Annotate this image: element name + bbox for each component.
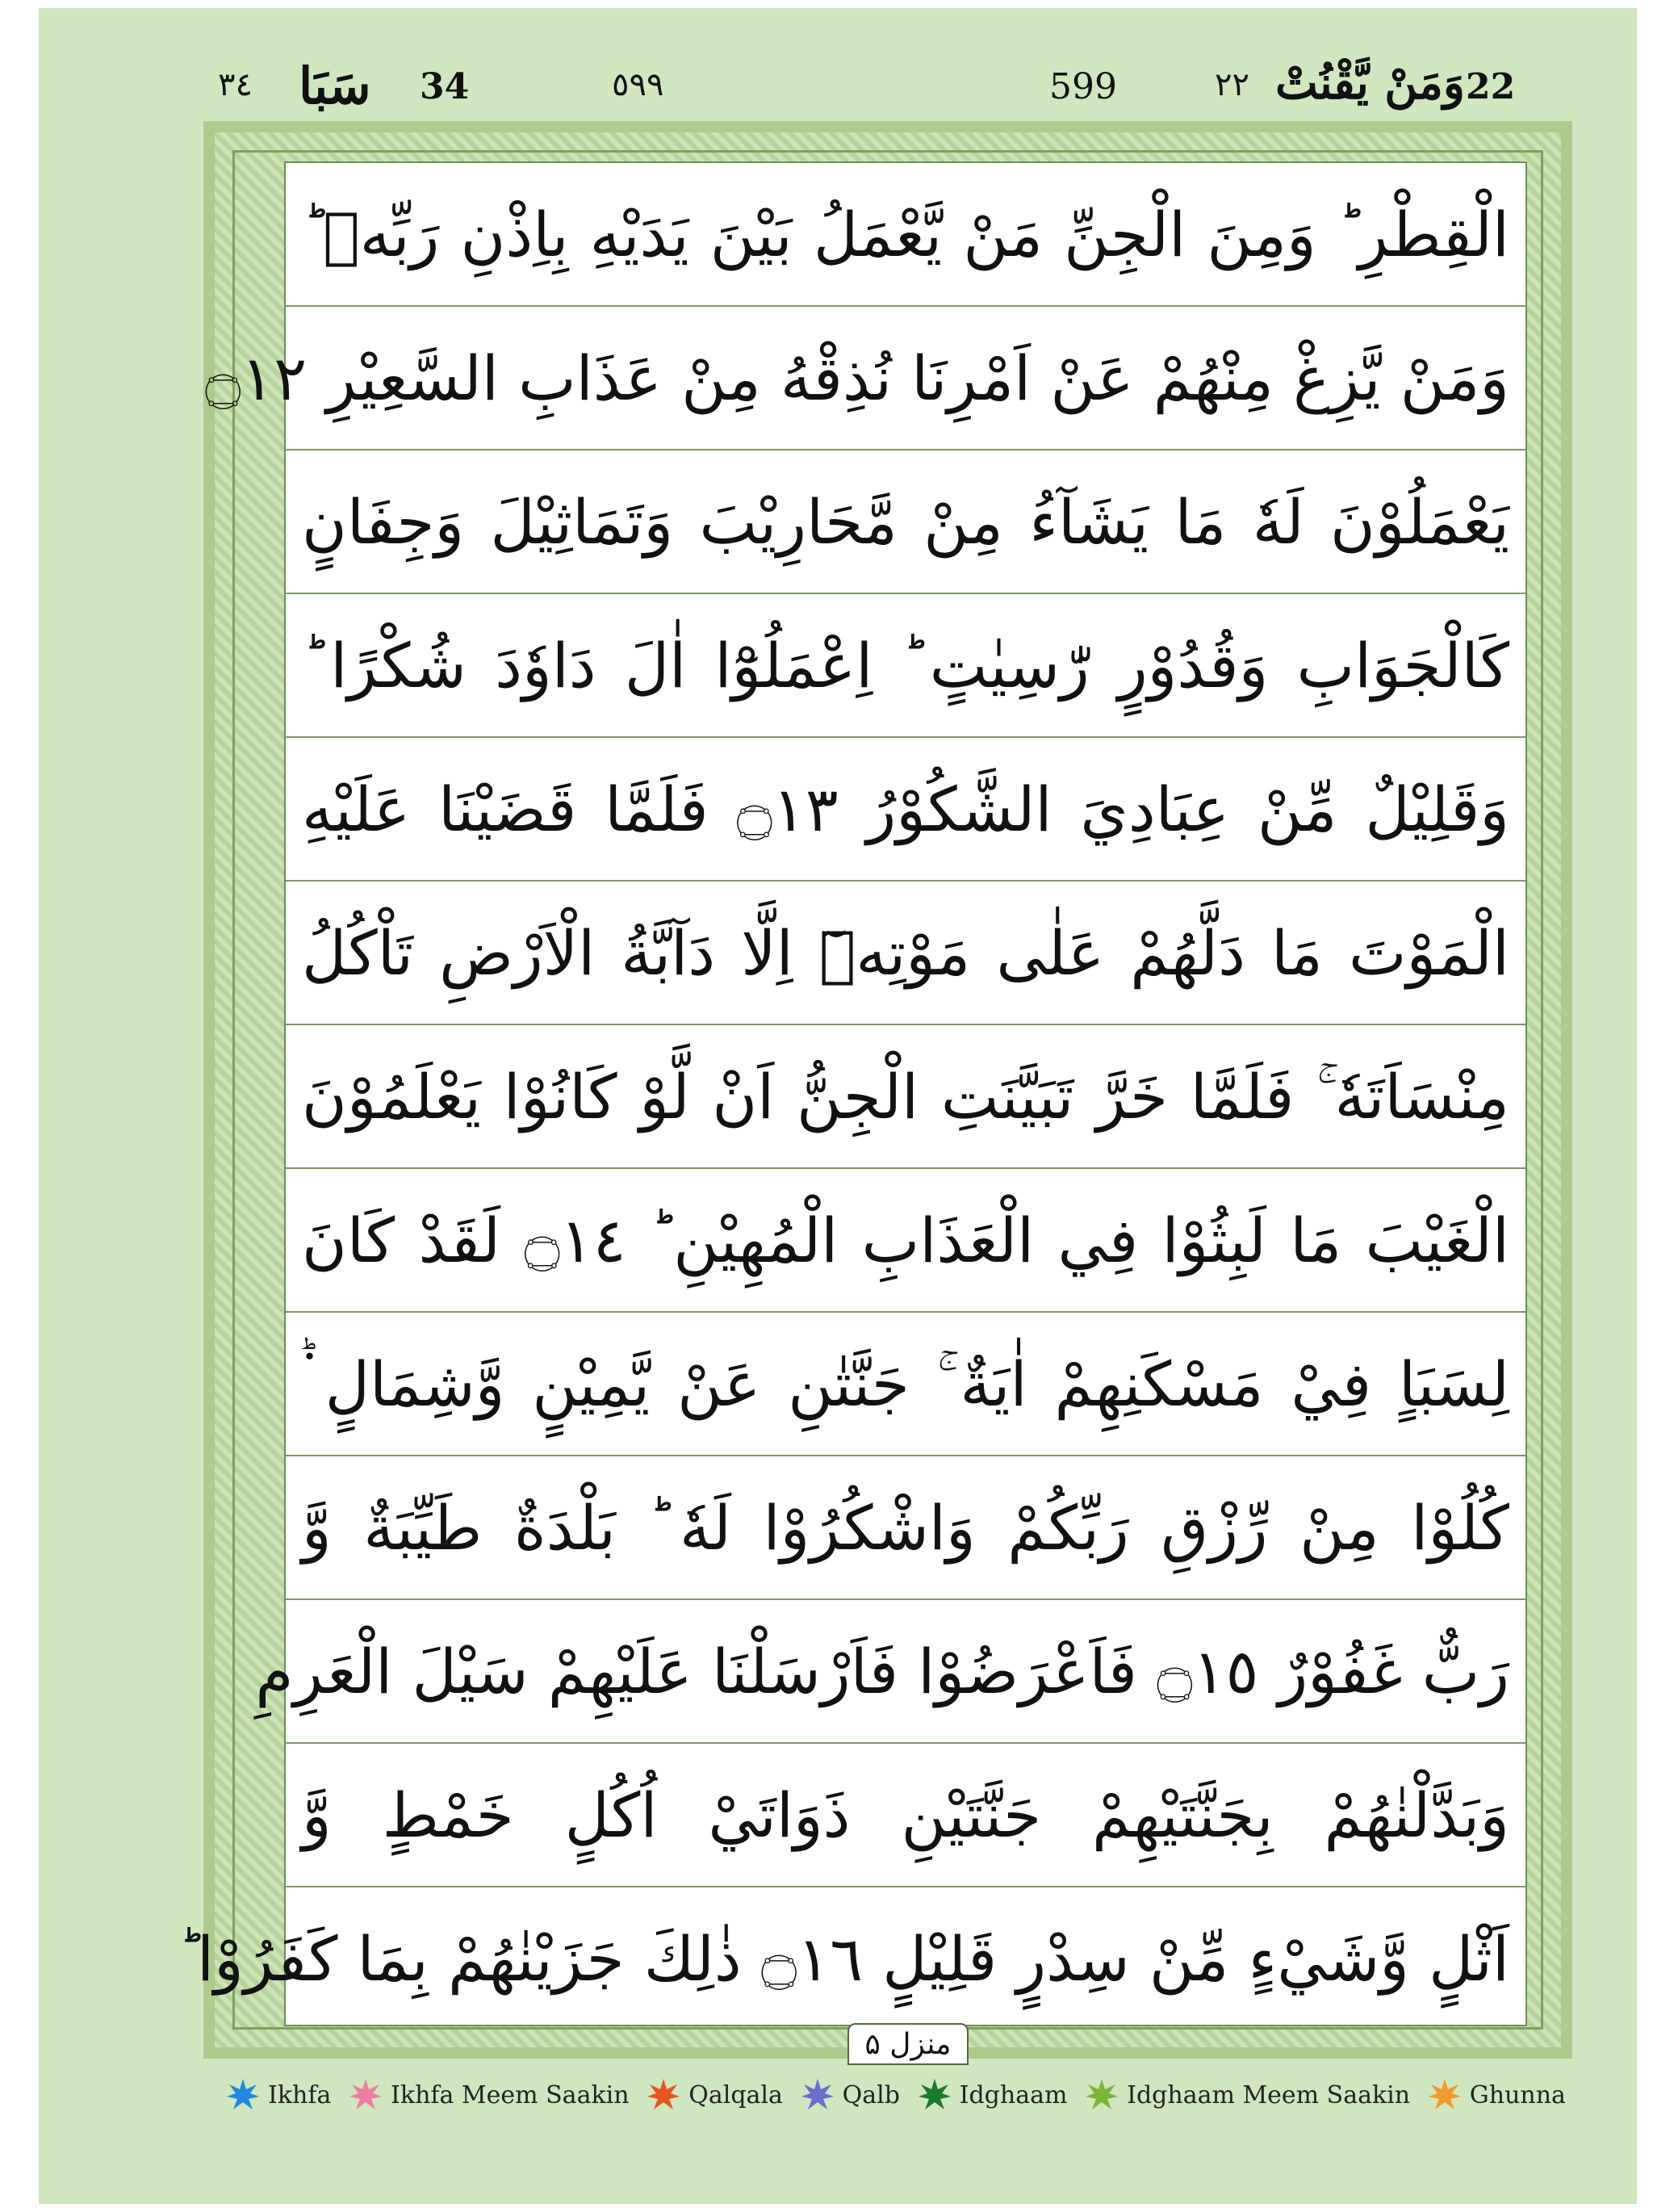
- text-line: يَعْمَلُوْنَ لَهٗ مَا يَشَآءُ مِنْ مَّحَارِيْبَ وَتَمَاثِيْلَ وَجِفَانٍ: [286, 450, 1525, 594]
- text-line: الْغَيْبَ مَا لَبِثُوْا فِي الْعَذَابِ الْمُهِيْنِ ؕ ۝١٤ لَقَدْ كَانَ: [286, 1169, 1525, 1313]
- legend-item-idghaam-meem-saakin: [1085, 2078, 1410, 2112]
- juz-name: وَمَنْ يَّقْنُتْ: [1275, 57, 1465, 110]
- surah-number: 34: [420, 66, 470, 107]
- legend-label: Idghaam Meem Saakin: [1127, 2080, 1411, 2109]
- text-line: اَثْلٍ وَّشَيْءٍ مِّنْ سِدْرٍ قَلِيْلٍ ۝١٦ ذٰلِكَ جَزَيْنٰهُمْ بِمَا كَفَرُوْا ؕ: [177, 1923, 1509, 1995]
- text-line: الْقِطْرِ ؕ وَمِنَ الْجِنِّ مَنْ يَّعْمَلُ بَيْنَ يَدَيْهِ بِاِذْنِ رَبِّهٖ ؕ: [286, 163, 1525, 307]
- legend-item-qalqala: [647, 2078, 783, 2112]
- surah-name: سَبَا: [299, 57, 371, 115]
- quran-text-panel: [177, 161, 1527, 2026]
- text-line: كَالْجَوَابِ وَقُدُوْرٍ رّٰسِيٰتٍ ؕ اِعْمَلُوْٓا اٰلَ دَاوٗدَ شُكْرًا ؕ: [286, 594, 1525, 738]
- text-line: رَبٌّ غَفُوْرٌ ۝١٥ فَاَعْرَضُوْا فَاَرْسَلْنَا عَلَيْهِمْ سَيْلَ الْعَرِمِ: [286, 1600, 1525, 1744]
- legend-item-ikhfa: [226, 2078, 331, 2112]
- legend-label: Qalb: [842, 2080, 900, 2109]
- legend-label: Ghunna: [1469, 2080, 1566, 2109]
- page-number-arabic: ٥٩٩: [612, 66, 664, 103]
- text-line: كُلُوْا مِنْ رِّزْقِ رَبِّكُمْ وَاشْكُرُوْا لَهٗ ؕ بَلْدَةٌ طَيِّبَةٌ وَّ: [286, 1456, 1525, 1600]
- burst-icon: [801, 2078, 835, 2112]
- text-line: الْمَوْتَ مَا دَلَّهُمْ عَلٰى مَوْتِهٖٓ اِلَّا دَآبَّةُ الْاَرْضِ تَاْكُلُ: [286, 882, 1525, 1025]
- legend-item-ikhfa-meem-saakin: [349, 2078, 630, 2112]
- burst-icon: [349, 2078, 383, 2112]
- surah-number-arabic: ٣٤: [218, 66, 253, 103]
- legend-label: Qalqala: [688, 2080, 783, 2109]
- juz-number-arabic: ٢٢: [1215, 66, 1249, 103]
- manzil-label: منزل ۵: [847, 2023, 969, 2065]
- legend-label: Ikhfa: [268, 2080, 332, 2109]
- legend-label: Idghaam: [959, 2080, 1068, 2109]
- page-header: [0, 0, 1598, 121]
- text-line: وَمَنْ يَّزِغْ مِنْهُمْ عَنْ اَمْرِنَا نُذِقْهُ مِنْ عَذَابِ السَّعِيْرِ ۝١٢: [286, 307, 1525, 450]
- tajweed-legend: [226, 2067, 1566, 2123]
- burst-icon: [647, 2078, 680, 2112]
- burst-icon: [226, 2078, 260, 2112]
- burst-icon: [1085, 2078, 1119, 2112]
- juz-number: 22: [1466, 66, 1516, 107]
- legend-item-ghunna: [1428, 2078, 1566, 2112]
- legend-label: Ikhfa Meem Saakin: [391, 2080, 630, 2109]
- page-number: 599: [1049, 66, 1117, 107]
- text-line: وَقَلِيْلٌ مِّنْ عِبَادِيَ الشَّكُوْرُ ۝١٣ فَلَمَّا قَضَيْنَا عَلَيْهِ: [286, 738, 1525, 882]
- burst-icon: [1428, 2078, 1462, 2112]
- burst-icon: [918, 2078, 952, 2112]
- text-line: مِنْسَاَتَهٗ ۚ فَلَمَّا خَرَّ تَبَيَّنَتِ الْجِنُّ اَنْ لَّوْ كَانُوْا يَعْلَمُوْنَ: [286, 1025, 1525, 1169]
- text-line: لِسَبَاٍ فِيْ مَسْكَنِهِمْ اٰيَةٌ ۚ جَنَّتٰنِ عَنْ يَّمِيْنٍ وَّشِمَالٍ ۬ؕ: [286, 1313, 1525, 1456]
- legend-item-qalb: [801, 2078, 900, 2112]
- legend-item-idghaam: [918, 2078, 1068, 2112]
- text-line: وَبَدَّلْنٰهُمْ بِجَنَّتَيْهِمْ جَنَّتَيْنِ ذَوَاتَيْ اُكُلٍ خَمْطٍ وَّ: [286, 1744, 1525, 1887]
